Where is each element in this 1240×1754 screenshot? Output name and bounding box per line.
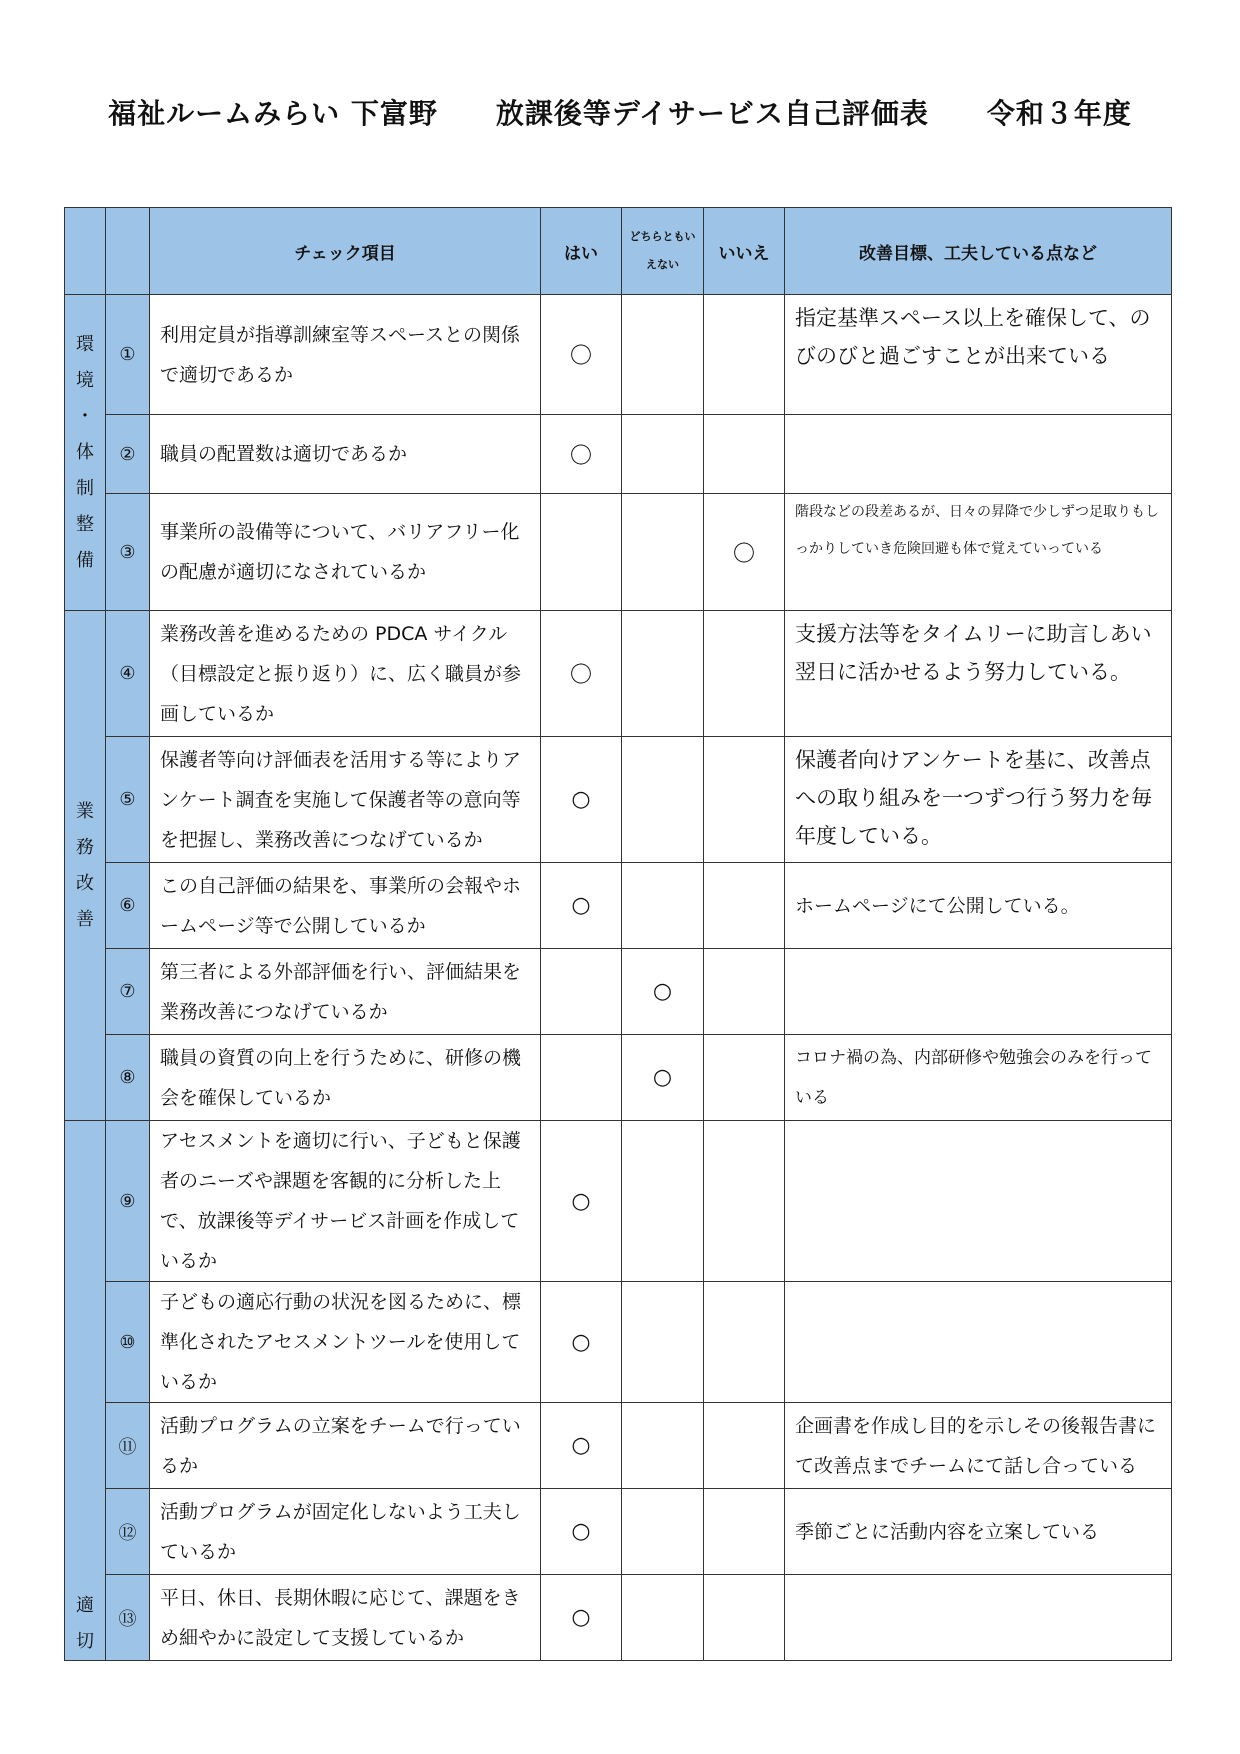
yes-mark: ○: [541, 1489, 622, 1575]
improvement-note: ホームページにて公開している。: [785, 863, 1172, 949]
yes-mark: [541, 494, 622, 611]
yes-mark: [541, 949, 622, 1035]
yes-mark: ○: [541, 737, 622, 863]
row-number: ⑤: [106, 737, 150, 863]
no-mark: [704, 1403, 785, 1489]
category-appropriate: 適 切: [65, 1121, 106, 1661]
no-mark: [704, 1489, 785, 1575]
check-item: この自己評価の結果を、事業所の会報やホームページ等で公開しているか: [150, 863, 541, 949]
neither-mark: [622, 494, 704, 611]
header-yes: はい: [541, 208, 622, 295]
row-number: ⑦: [106, 949, 150, 1035]
yes-mark: 〇: [541, 415, 622, 494]
neither-mark: [622, 737, 704, 863]
no-mark: [704, 1035, 785, 1121]
table-row: [65, 295, 1172, 415]
row-number: ⑫: [106, 1489, 150, 1575]
yes-mark: 〇: [541, 295, 622, 415]
header-neither: [622, 208, 704, 295]
table-row: [65, 611, 1172, 737]
table-row: [65, 1403, 1172, 1489]
table-row: [65, 737, 1172, 863]
table-row: [65, 494, 1172, 611]
table-row: [65, 415, 1172, 494]
no-mark: [704, 1282, 785, 1403]
neither-mark: [622, 415, 704, 494]
check-item: 業務改善を進めるための PDCA サイクル（目標設定と振り返り）に、広く職員が参画しているか: [150, 611, 541, 737]
improvement-note: 指定基準スペース以上を確保して、のびのびと過ごすことが出来ている: [785, 295, 1172, 415]
no-mark: [704, 863, 785, 949]
no-mark: [704, 949, 785, 1035]
yes-mark: ○: [541, 863, 622, 949]
neither-mark: [622, 1575, 704, 1661]
category-environment: 環 境 ・ 体 制 整 備: [65, 295, 106, 611]
check-item: 保護者等向け評価表を活用する等によりアンケート調査を実施して保護者等の意向等を把握し、業務改善につなげているか: [150, 737, 541, 863]
neither-mark: [622, 1282, 704, 1403]
table-row: [65, 1575, 1172, 1661]
row-number: ⑩: [106, 1282, 150, 1403]
yes-mark: ○: [541, 1403, 622, 1489]
row-number: ⑥: [106, 863, 150, 949]
yes-mark: ○: [541, 1575, 622, 1661]
check-item: 子どもの適応行動の状況を図るために、標準化されたアセスメントツールを使用しているか: [150, 1282, 541, 1403]
no-mark: [704, 737, 785, 863]
no-mark: [704, 1121, 785, 1282]
row-number: ⑪: [106, 1403, 150, 1489]
check-item: 第三者による外部評価を行い、評価結果を業務改善につなげているか: [150, 949, 541, 1035]
improvement-note: 季節ごとに活動内容を立案している: [785, 1489, 1172, 1575]
row-number: ②: [106, 415, 150, 494]
check-item: 平日、休日、長期休暇に応じて、課題をきめ細やかに設定して支援しているか: [150, 1575, 541, 1661]
table-row: [65, 1121, 1172, 1282]
row-number: ⑧: [106, 1035, 150, 1121]
row-number: ①: [106, 295, 150, 415]
check-item: 活動プログラムが固定化しないよう工夫しているか: [150, 1489, 541, 1575]
neither-mark: [622, 863, 704, 949]
table-row: [65, 1035, 1172, 1121]
table-row: [65, 949, 1172, 1035]
row-number: ⑨: [106, 1121, 150, 1282]
check-item: 利用定員が指導訓練室等スペースとの関係で適切であるか: [150, 295, 541, 415]
row-number: ③: [106, 494, 150, 611]
table-row: [65, 1489, 1172, 1575]
page-title: 福祉ルームみらい 下富野 放課後等デイサービス自己評価表 令和３年度: [108, 97, 1132, 130]
no-mark: [704, 611, 785, 737]
improvement-note: [785, 1282, 1172, 1403]
no-mark: [704, 295, 785, 415]
check-item: アセスメントを適切に行い、子どもと保護者のニーズや課題を客観的に分析した上で、放課後等デイサービス計画を作成しているか: [150, 1121, 541, 1282]
header-neither-line1: どちらともい: [629, 230, 696, 243]
no-mark: 〇: [704, 494, 785, 611]
header-number: [106, 208, 150, 295]
header-category: [65, 208, 106, 295]
improvement-note: [785, 1121, 1172, 1282]
yes-mark: ○: [541, 1121, 622, 1282]
check-item: 職員の配置数は適切であるか: [150, 415, 541, 494]
no-mark: [704, 415, 785, 494]
improvement-note: コロナ禍の為、内部研修や勉強会のみを行っている: [785, 1035, 1172, 1121]
check-item: 事業所の設備等について、バリアフリー化の配慮が適切になされているか: [150, 494, 541, 611]
check-item: 活動プログラムの立案をチームで行っているか: [150, 1403, 541, 1489]
neither-mark: [622, 295, 704, 415]
improvement-note: 企画書を作成し目的を示しその後報告書にて改善点までチームにて話し合っている: [785, 1403, 1172, 1489]
header-check-item: チェック項目: [150, 208, 541, 295]
improvement-note: [785, 1575, 1172, 1661]
improvement-note: [785, 415, 1172, 494]
header-neither-line2: えない: [646, 258, 679, 271]
yes-mark: 〇: [541, 611, 622, 737]
neither-mark: [622, 1489, 704, 1575]
improvement-note: [785, 949, 1172, 1035]
improvement-note: 保護者向けアンケートを基に、改善点への取り組みを一つずつ行う努力を毎年度している。: [785, 737, 1172, 863]
improvement-note: 支援方法等をタイムリーに助言しあい翌日に活かせるよう努力している。: [785, 611, 1172, 737]
self-evaluation-table: [64, 207, 1172, 1661]
row-number: ④: [106, 611, 150, 737]
neither-mark: ○: [622, 949, 704, 1035]
neither-mark: [622, 1403, 704, 1489]
no-mark: [704, 1575, 785, 1661]
yes-mark: ○: [541, 1282, 622, 1403]
header-no: いいえ: [704, 208, 785, 295]
neither-mark: [622, 611, 704, 737]
header-improvement: 改善目標、工夫している点など: [785, 208, 1172, 295]
neither-mark: ○: [622, 1035, 704, 1121]
check-item: 職員の資質の向上を行うために、研修の機会を確保しているか: [150, 1035, 541, 1121]
table-row: [65, 863, 1172, 949]
header-row: [65, 208, 1172, 295]
yes-mark: [541, 1035, 622, 1121]
improvement-note: 階段などの段差あるが、日々の昇降で少しずつ足取りもしっかりしていき危険回避も体で覚えていっている: [785, 494, 1172, 611]
category-work-improvement: 業 務 改 善: [65, 611, 106, 1121]
row-number: ⑬: [106, 1575, 150, 1661]
table-row: [65, 1282, 1172, 1403]
neither-mark: [622, 1121, 704, 1282]
